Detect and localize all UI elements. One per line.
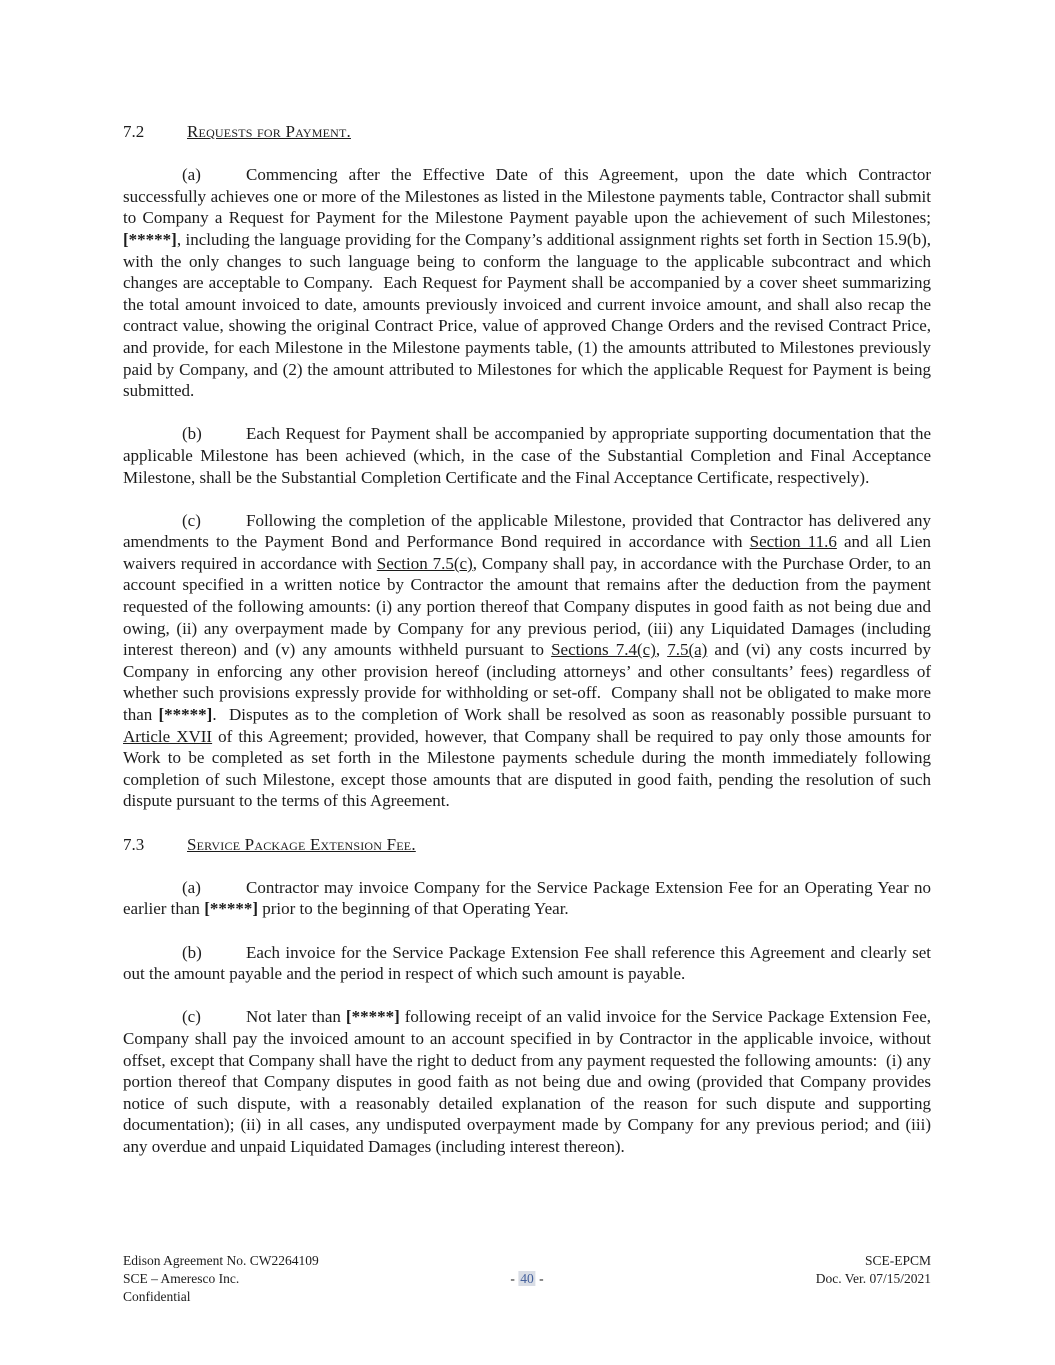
footer-confidential: Confidential: [123, 1289, 191, 1304]
paragraph-label: (c): [182, 510, 201, 530]
text-run: 7.5(a): [667, 640, 708, 660]
text-run: following receipt of an valid invoice for the Service Package Extension Fee, Company shall pay the invoiced amount to an account specified in by Contractor in the applicable invoice, without offset, except that Company shall have the right to deduct from any payment requested the following amounts: (i) any portion thereof that Company disputes in good faith as not being due and owing (provided that Company provides notice of such dispute, with a reasonably detailed explanation of the reason for such dispute and supporting documentation); (ii) in all cases, any undisputed overpayment made by Company for any previous period; and (iii) any overdue and unpaid Liquidated Damages (including interest thereon).: [123, 1007, 932, 1156]
section-title: Service Package Extension Fee.: [187, 834, 416, 854]
paragraph: [123, 423, 931, 488]
footer-page-number: [510, 1270, 543, 1288]
text-run: [*****]: [158, 705, 213, 725]
paragraph: [123, 942, 931, 985]
text-run: Section 11.6: [749, 532, 837, 552]
text-run: , Company shall pay, in accordance with the Purchase Order, to an account specified in a written notice by Contractor the amount that remains after the deduction from the payment requested of the following amounts: (i) any portion thereof that Company disputes in good faith as not being due and owing, (ii) any overpayment made by Company for any previous period, (iii) any Liquidated Damages (including interest thereon) and (v) any amounts withheld pursuant to: [123, 553, 931, 660]
text-run: of this Agreement; provided, however, that Company shall be required to pay only those amounts for Work to be completed as set forth in the Milestone payments schedule during the month immediately following completion of such Milestone, except those amounts that are disputed in good faith, pending the resolution of such dispute pursuant to the terms of this Agreement.: [123, 726, 931, 811]
paragraph: [123, 1006, 931, 1157]
footer-doc-version: Doc. Ver. 07/15/2021: [815, 1271, 931, 1286]
section-title: Requests for Payment.: [187, 122, 351, 141]
text-run: and (vi) any costs incurred by Company in enforcing any other provision hereof (including attorneys’ and other consultants’ fees) regardless of whether such provisions expressly provide for withholding or set-off. Company shall not be obligated to make more than: [123, 640, 931, 725]
paragraph-label: (b): [182, 942, 202, 962]
page-number-suffix: -: [535, 1271, 544, 1286]
text-run: [*****]: [204, 899, 259, 919]
paragraph-label: (b): [182, 424, 202, 444]
footer-right: [816, 1252, 931, 1288]
section-number: 7.2: [123, 122, 145, 141]
footer-agreement-number: Edison Agreement No. CW2264109: [123, 1253, 319, 1268]
text-run: , including the language providing for the Company’s additional assignment rights set forth in Section 15.9(b), with the only changes to such language being to conform the language to the applicable subcontract and which changes are acceptable to Company. Each Request for Payment shall be accompanied by a cover sheet summarizing the total amount invoiced to date, amounts previously invoiced and current invoice amount, and shall also recap the contract value, showing the original Contract Price, value of approved Change Orders and the revised Contract Price, and provide, for each Milestone in the Milestone payments table, (1) the amounts attributed to Milestones previously paid by Company, and (2) the amount attributed to Milestones for which the applicable Request for Payment is being submitted.: [123, 229, 931, 401]
footer-doc-type: SCE-EPCM: [864, 1253, 931, 1268]
paragraph-label: (a): [182, 877, 201, 897]
paragraph: [123, 877, 931, 920]
paragraph: [123, 510, 931, 812]
section-heading: [123, 121, 931, 143]
text-run: . Disputes as to the completion of Work shall be resolved as soon as reasonably possible pursuant to: [212, 705, 931, 725]
text-run: Not later than: [246, 1007, 346, 1027]
document-body: [123, 121, 931, 1158]
paragraph-label: (a): [182, 165, 201, 185]
text-run: Article XVII: [123, 726, 213, 746]
text-run: [*****]: [123, 229, 177, 249]
text-run: prior to the beginning of that Operating Year.: [258, 899, 569, 919]
page-number-value: 40: [520, 1271, 534, 1286]
text-run: Each invoice for the Service Package Extension Fee shall reference this Agreement and clearly set out the amount payable and the period in respect of which such amount is payable.: [123, 942, 931, 984]
text-run: Contractor may invoice Company for the Service Package Extension Fee for an Operating Year no earlier than: [123, 877, 931, 919]
paragraph-label: (c): [182, 1007, 201, 1027]
footer-parties: SCE – Ameresco Inc.: [123, 1271, 240, 1286]
text-run: Following the completion of the applicable Milestone, provided that Contractor has delivered any amendments to the Payment Bond and Performance Bond required in accordance with: [123, 510, 931, 552]
text-run: and all Lien waivers required in accordance with: [123, 532, 931, 573]
text-run: Each Request for Payment shall be accompanied by appropriate supporting documentation that the applicable Milestone has been achieved (which, in the case of the Substantial Completion and Final Acceptance Milestone, shall be the Substantial Completion Certificate and the Final Acceptance Certificate, respectively).: [123, 424, 931, 487]
text-run: [*****]: [345, 1007, 400, 1027]
footer-left: [123, 1252, 319, 1306]
paragraph: [123, 164, 931, 402]
section-heading: [123, 834, 931, 856]
text-run: Section 7.5(c): [376, 553, 473, 573]
text-run: Sections 7.4(c): [551, 640, 656, 660]
page-number-prefix: -: [510, 1271, 519, 1286]
section-number: 7.3: [123, 834, 145, 854]
text-run: Commencing after the Effective Date of this Agreement, upon the date which Contractor successfully achieves one or more of the Milestones as listed in the Milestone payments table, Contractor shall submit to Company a Request for Payment for the Milestone Payment payable upon the achievement of such Milestones;: [123, 165, 931, 228]
text-run: ,: [655, 640, 668, 660]
